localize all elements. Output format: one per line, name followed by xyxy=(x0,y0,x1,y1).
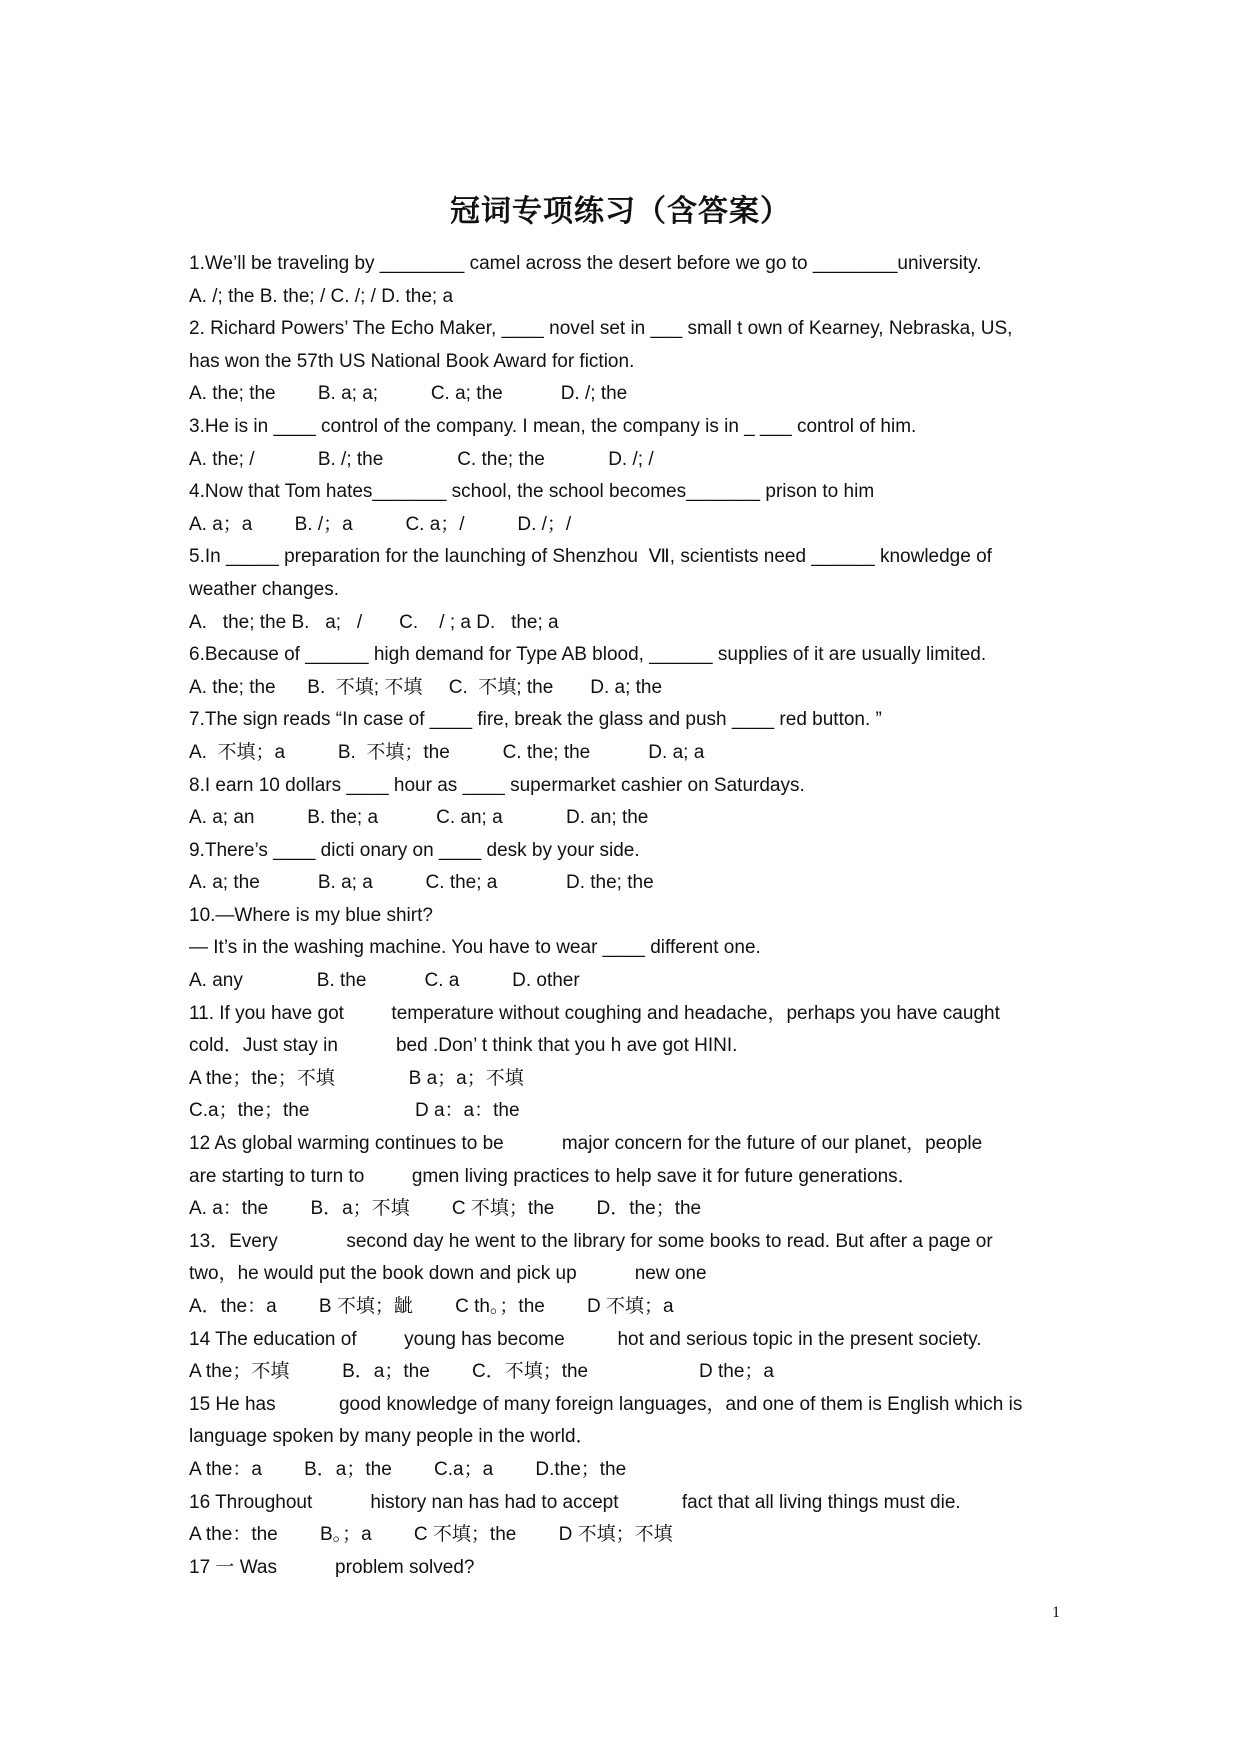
text-line: A. a；a B. /；a C. a；/ D. /；/ xyxy=(189,513,572,535)
text-line: two，he would put the book down and pick up new one xyxy=(189,1263,707,1285)
text-line: 8.I earn 10 dollars ____ hour as ____ supermarket cashier on Saturdays. xyxy=(189,774,805,796)
text-line: 15 He has good knowledge of many foreign languages，and one of them is English which is xyxy=(189,1393,1023,1415)
text-line: A. 不填；a B. 不填；the C. the; the D. a; a xyxy=(189,741,705,763)
text-line: 9.There’s ____ dicti onary on ____ desk by your side. xyxy=(189,839,640,861)
text-line: 12 As global warming continues to be major concern for the future of our planet，people xyxy=(189,1133,983,1155)
text-line: has won the 57th US National Book Award for fiction. xyxy=(189,350,635,372)
text-line: A. the; the B. a; / C. / ; a D. the; a xyxy=(189,611,559,633)
text-line: cold．Just stay in bed .Don’ t think that you h ave got HINI. xyxy=(189,1035,738,1057)
text-line: 7.The sign reads “In case of ____ fire, break the glass and push ____ red button. ” xyxy=(189,709,882,731)
text-line: 13．Every second day he went to the library for some books to read. But after a page or xyxy=(189,1230,993,1252)
text-line: 2. Richard Powers’ The Echo Maker, ____ novel set in ___ small t own of Kearney, Nebraska, US, xyxy=(189,318,1013,340)
text-line: A. /; the B. the; / C. /; / D. the; a xyxy=(189,285,454,307)
text-line: 3.He is in ____ control of the company. I mean, the company is in _ ___ control of him. xyxy=(189,415,917,437)
text-line: C.a；the；the D a：a：the xyxy=(189,1100,520,1122)
page-number: 1 xyxy=(1052,1604,1060,1621)
text-line: 10.—Where is my blue shirt? xyxy=(189,904,433,926)
page-title: 冠词专项练习（含答案） xyxy=(450,194,791,229)
text-line: — It’s in the washing machine. You have to wear ____ different one. xyxy=(189,937,761,959)
text-line: 17 一 Was problem solved? xyxy=(189,1556,475,1578)
text-line: A．the：a B 不填；龇 C th。；the D 不填；a xyxy=(189,1296,674,1317)
text-line: A. the; / B. /; the C. the; the D. /; / xyxy=(189,448,654,470)
text-line: A. a; the B. a; a C. the; a D. the; the xyxy=(189,872,654,894)
text-line: 4.Now that Tom hates_______ school, the school becomes_______ prison to him xyxy=(189,481,875,503)
text-line: are starting to turn to gmen living practices to help save it for future generations． xyxy=(189,1165,917,1187)
text-line: weather changes. xyxy=(189,578,339,600)
text-line: A. the; the B. a; a; C. a; the D. /; the xyxy=(189,383,628,405)
text-line: 5.In _____ preparation for the launching of Shenzhou Ⅶ, scientists need ______ knowledge of xyxy=(189,546,992,568)
text-line: 6.Because of ______ high demand for Type AB blood, ______ supplies of it are usually limited. xyxy=(189,644,987,666)
text-line: A the；不填 B．a；the C．不填；the D the；a xyxy=(189,1361,774,1383)
text-line: 11. If you have got temperature without coughing and headache，perhaps you have caught xyxy=(189,1002,1000,1024)
text-line: A. the; the B. 不填; 不填 C. 不填; the D. a; the xyxy=(189,676,663,698)
exercise-body xyxy=(189,248,1059,1584)
text-line: A the：a B．a；the C.a；a D.the；the xyxy=(189,1458,627,1480)
text-line: 16 Throughout history nan has had to accept fact that all living things must die. xyxy=(189,1491,961,1513)
text-line: A. any B. the C. a D. other xyxy=(189,970,580,992)
text-line: A. a; an B. the; a C. an; a D. an; the xyxy=(189,807,649,829)
text-line: 14 The education of young has become hot and serious topic in the present society. xyxy=(189,1328,982,1350)
text-line: 1.We’ll be traveling by ________ camel across the desert before we go to ________university. xyxy=(189,253,982,274)
text-line: A the；the；不填 B a；a；不填 xyxy=(189,1067,524,1089)
text-line: language spoken by many people in the world． xyxy=(189,1426,595,1448)
text-line: A. a：the B．a；不填 C 不填；the D．the；the xyxy=(189,1198,702,1220)
text-line: A the：the B。；a C 不填；the D 不填；不填 xyxy=(189,1524,673,1546)
